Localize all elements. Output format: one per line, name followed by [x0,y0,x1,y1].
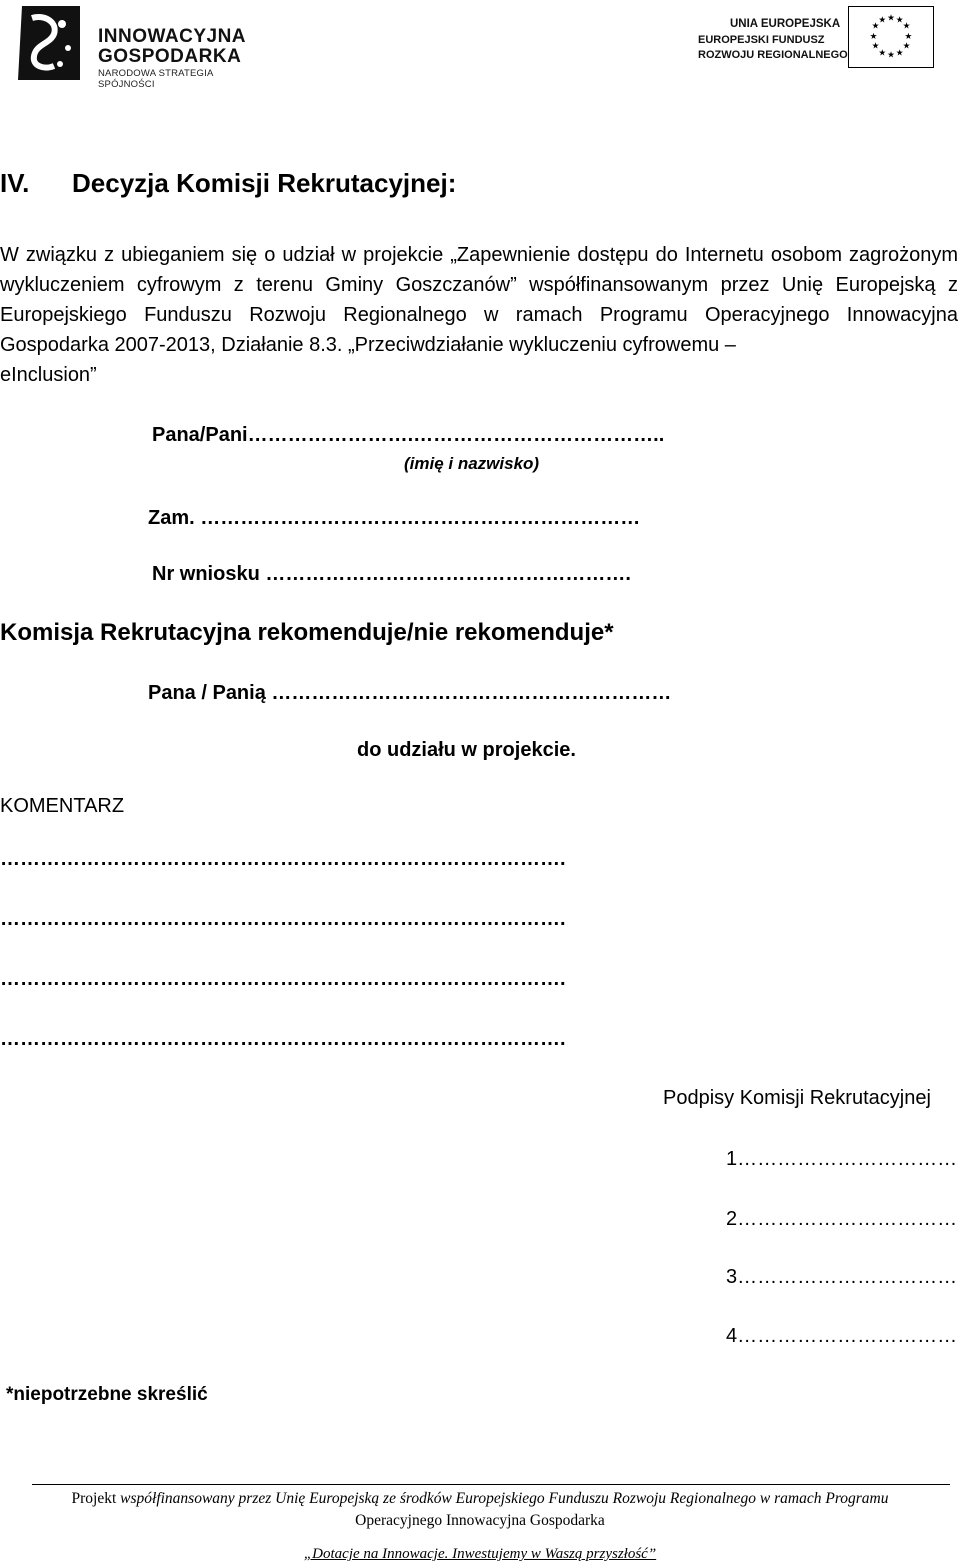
innowacyjna-gospodarka-logo [14,4,264,90]
participation-text: do udziału w projekcie. [357,739,576,761]
section-number: IV. [0,168,30,198]
svg-text:★: ★ [887,50,895,61]
person-dots: …………………………………………………… [271,682,672,704]
name-hint: (imię i nazwisko) [404,454,540,473]
recommendation-statement: Komisja Rekrutacyjna rekomenduje/nie rekomenduje* [0,619,614,646]
intro-text: W związku z ubieganiem się o udział w projekcie „Zapewnienie dostępu do Internetu osobom zagrożonym wykluczeniem cyfrowym z terenu Gminy Goszczanów” współfinansowanym przez Unię Europejską z Europejskiego Funduszu Rozwoju Regionalnego w ramach Programu Operacyjnego Innowacyjna Gospodarka 2007-2013, Działanie 8.3. „Przeciwdziałanie wykluczeniu cyfrowemu – [0,244,958,356]
intro-paragraph [0,240,958,390]
signature-line: 4…………………………… [726,1325,958,1347]
signatures-title: Podpisy Komisji Rekrutacyjnej [663,1087,931,1109]
eu-logo-line-2: EUROPEJSKI FUNDUSZ [698,34,825,46]
footer-divider [32,1484,950,1485]
intro-text-last-line: eInclusion” [0,364,97,386]
svg-text:★: ★ [878,15,887,26]
footer-projekt: Projekt [71,1490,121,1507]
logo-line-3: NARODOWA STRATEGIA SPÓJNOŚCI [98,68,213,90]
svg-text:★: ★ [871,41,880,52]
eu-fund-logo [698,6,938,72]
name-dots: …………………….……………………………….. [247,424,665,446]
svg-text:★: ★ [869,31,878,42]
comments-label: KOMENTARZ [0,795,125,817]
footer-cofinanced: współfinansowany przez Unię Europejską ze środków Europejskiego Funduszu Rozwoju Regionalnego w ramach Programu [120,1490,889,1507]
comment-line: …………………………………………………………………………. [0,848,566,870]
eu-logo-line-3: ROZWOJU REGIONALNEGO [698,49,848,61]
svg-text:★: ★ [887,13,895,24]
section-heading [0,168,456,199]
svg-text:★: ★ [871,21,880,32]
svg-text:★: ★ [895,15,904,26]
application-number-field [152,563,631,586]
logo-line-2: GOSPODARKA [98,46,242,67]
svg-text:★: ★ [902,41,911,52]
section-title: Decyzja Komisji Rekrutacyjnej: [72,168,457,198]
name-label: Pana/Pani [152,424,248,446]
signature-line: 3…………………………… [726,1266,958,1288]
signature-line: 1…………………………… [726,1148,958,1170]
comment-line: …………………………………………………………………………. [0,1028,566,1050]
svg-text:★: ★ [878,48,887,59]
person-field [148,682,671,705]
svg-text:★: ★ [895,48,904,59]
svg-text:★: ★ [904,31,913,42]
person-label: Pana / Panią [148,682,266,704]
comment-line: …………………………………………………………………………. [0,968,566,990]
application-label: Nr wniosku [152,563,260,585]
address-field [148,507,640,530]
footer-line-2: Operacyjnego Innowacyjna Gospodarka [355,1512,605,1529]
signature-line: 2…………………………… [726,1208,958,1230]
footer-slogan: „Dotacje na Innowacje. Inwestujemy w Waszą przyszłość” [303,1546,657,1562]
svg-text:★: ★ [902,21,911,32]
innowacyjna-gospodarka-emblem-icon [14,4,84,82]
eu-logo-line-1: UNIA EUROPEJSKA [730,18,841,30]
address-label: Zam. [148,507,195,529]
comment-line: …………………………………………………………………………. [0,908,566,930]
application-dots: ………………………………………………. [265,563,631,585]
footer-line-1 [0,1490,960,1508]
name-field [152,424,664,447]
eu-flag-icon [848,6,934,68]
logo-line-1: INNOWACYJNA [98,26,247,47]
address-dots: ………………………………………………………… [200,507,641,529]
footnote: *niepotrzebne skreślić [6,1384,208,1405]
